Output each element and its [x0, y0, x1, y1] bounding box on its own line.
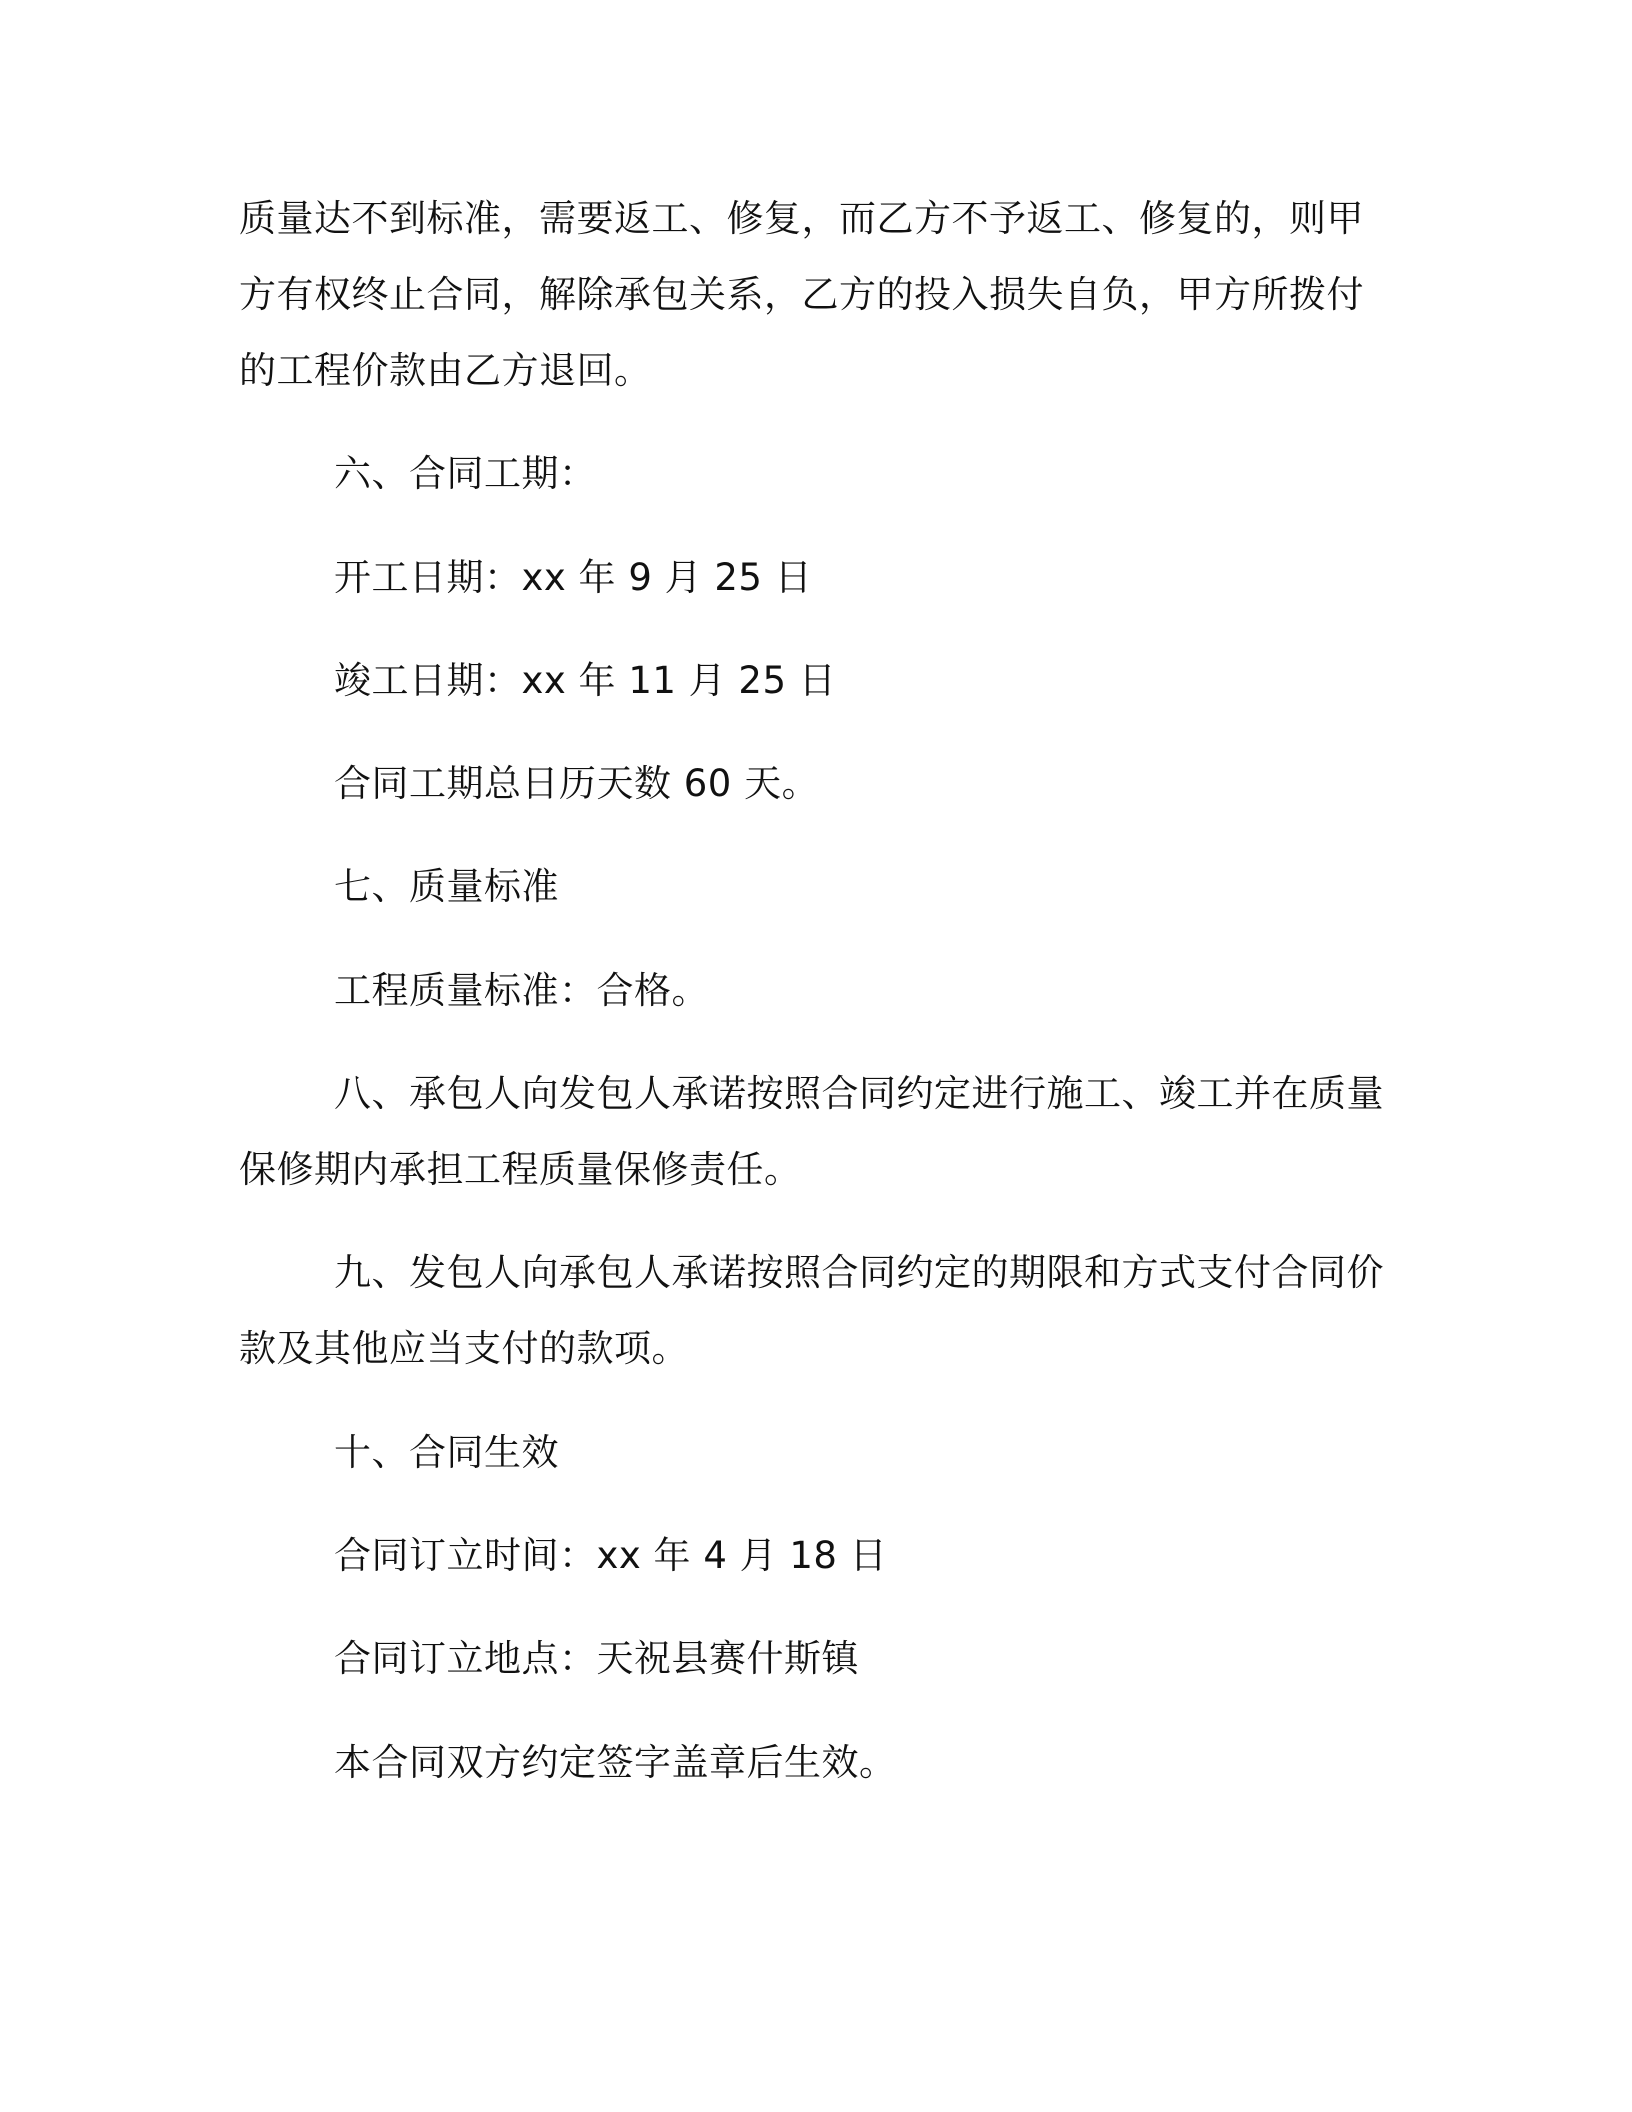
- start-date-line: 开工日期：xx 年 9 月 25 日: [334, 556, 813, 599]
- section-heading-ten: 十、合同生效: [334, 1431, 559, 1474]
- section-eight-line-2: 保修期内承担工程质量保修责任。: [239, 1148, 802, 1191]
- section-nine-line-2: 款及其他应当支付的款项。: [239, 1327, 689, 1370]
- paragraph-line: 的工程价款由乙方退回。: [239, 349, 652, 392]
- completion-date-line: 竣工日期：xx 年 11 月 25 日: [334, 659, 837, 702]
- section-eight-line-1: 八、承包人向发包人承诺按照合同约定进行施工、竣工并在质量: [334, 1072, 1384, 1115]
- effective-clause-line: 本合同双方约定签字盖章后生效。: [334, 1741, 897, 1784]
- signing-place-line: 合同订立地点：天祝县赛什斯镇: [334, 1637, 859, 1680]
- duration-line: 合同工期总日历天数 60 天。: [334, 762, 820, 805]
- section-heading-seven: 七、质量标准: [334, 865, 559, 908]
- paragraph-line: 质量达不到标准，需要返工、修复，而乙方不予返工、修复的，则甲: [239, 197, 1364, 240]
- quality-standard-line: 工程质量标准：合格。: [334, 969, 709, 1012]
- section-nine-line-1: 九、发包人向承包人承诺按照合同约定的期限和方式支付合同价: [334, 1251, 1384, 1294]
- section-heading-six: 六、合同工期：: [334, 452, 597, 495]
- signing-time-line: 合同订立时间：xx 年 4 月 18 日: [334, 1534, 888, 1577]
- paragraph-line: 方有权终止合同，解除承包关系，乙方的投入损失自负，甲方所拨付: [239, 273, 1364, 316]
